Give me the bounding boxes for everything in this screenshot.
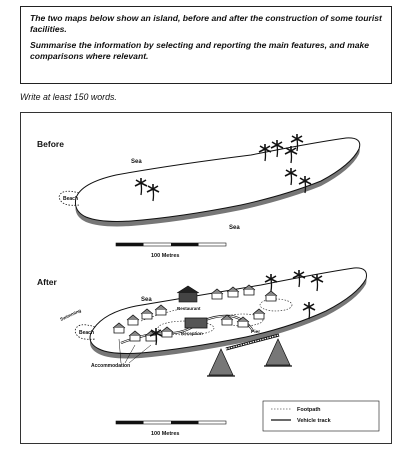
task-prompt-box	[20, 6, 392, 84]
sailboat-icon	[264, 339, 292, 366]
after-map	[37, 268, 379, 437]
word-count-instruction: Write at least 150 words.	[20, 92, 117, 102]
before-island	[75, 138, 359, 222]
legend-vehicle-track-label: Vehicle track	[297, 418, 331, 424]
before-sea-label-bottom: Sea	[229, 225, 240, 231]
before-map	[37, 134, 360, 259]
island-maps-figure	[20, 112, 392, 444]
before-scale-bar	[116, 243, 226, 246]
before-title: Before	[37, 139, 64, 149]
after-scale-label: 100 Metres	[151, 431, 180, 437]
before-beach-label: Beach	[63, 196, 79, 202]
swimming-label: Swimming	[59, 307, 82, 322]
prompt-line-2: Summarise the information by selecting and reporting the main features, and make comparisons where relevant.	[30, 40, 370, 61]
pier-label: Pier	[251, 330, 261, 335]
legend-footpath-label: Footpath	[297, 407, 321, 413]
sailboat-icon	[207, 349, 235, 376]
prompt-line-1: The two maps below show an island, before and after the construction of some tourist facilities.	[30, 13, 382, 34]
reception-building-icon	[185, 318, 207, 328]
after-scale-bar	[116, 421, 226, 424]
restaurant-label: Restaurant	[177, 306, 201, 311]
after-beach-label: Beach	[79, 330, 95, 336]
hut-icon	[211, 289, 223, 299]
reception-label: Reception	[181, 331, 203, 336]
map-legend	[263, 401, 379, 431]
after-sea-label: Sea	[141, 297, 152, 303]
after-title: After	[37, 277, 57, 287]
before-sea-label-top: Sea	[131, 159, 142, 165]
before-scale-label: 100 Metres	[151, 253, 180, 259]
accommodation-label: Accommodation	[91, 363, 131, 369]
restaurant-building-icon	[177, 286, 199, 302]
